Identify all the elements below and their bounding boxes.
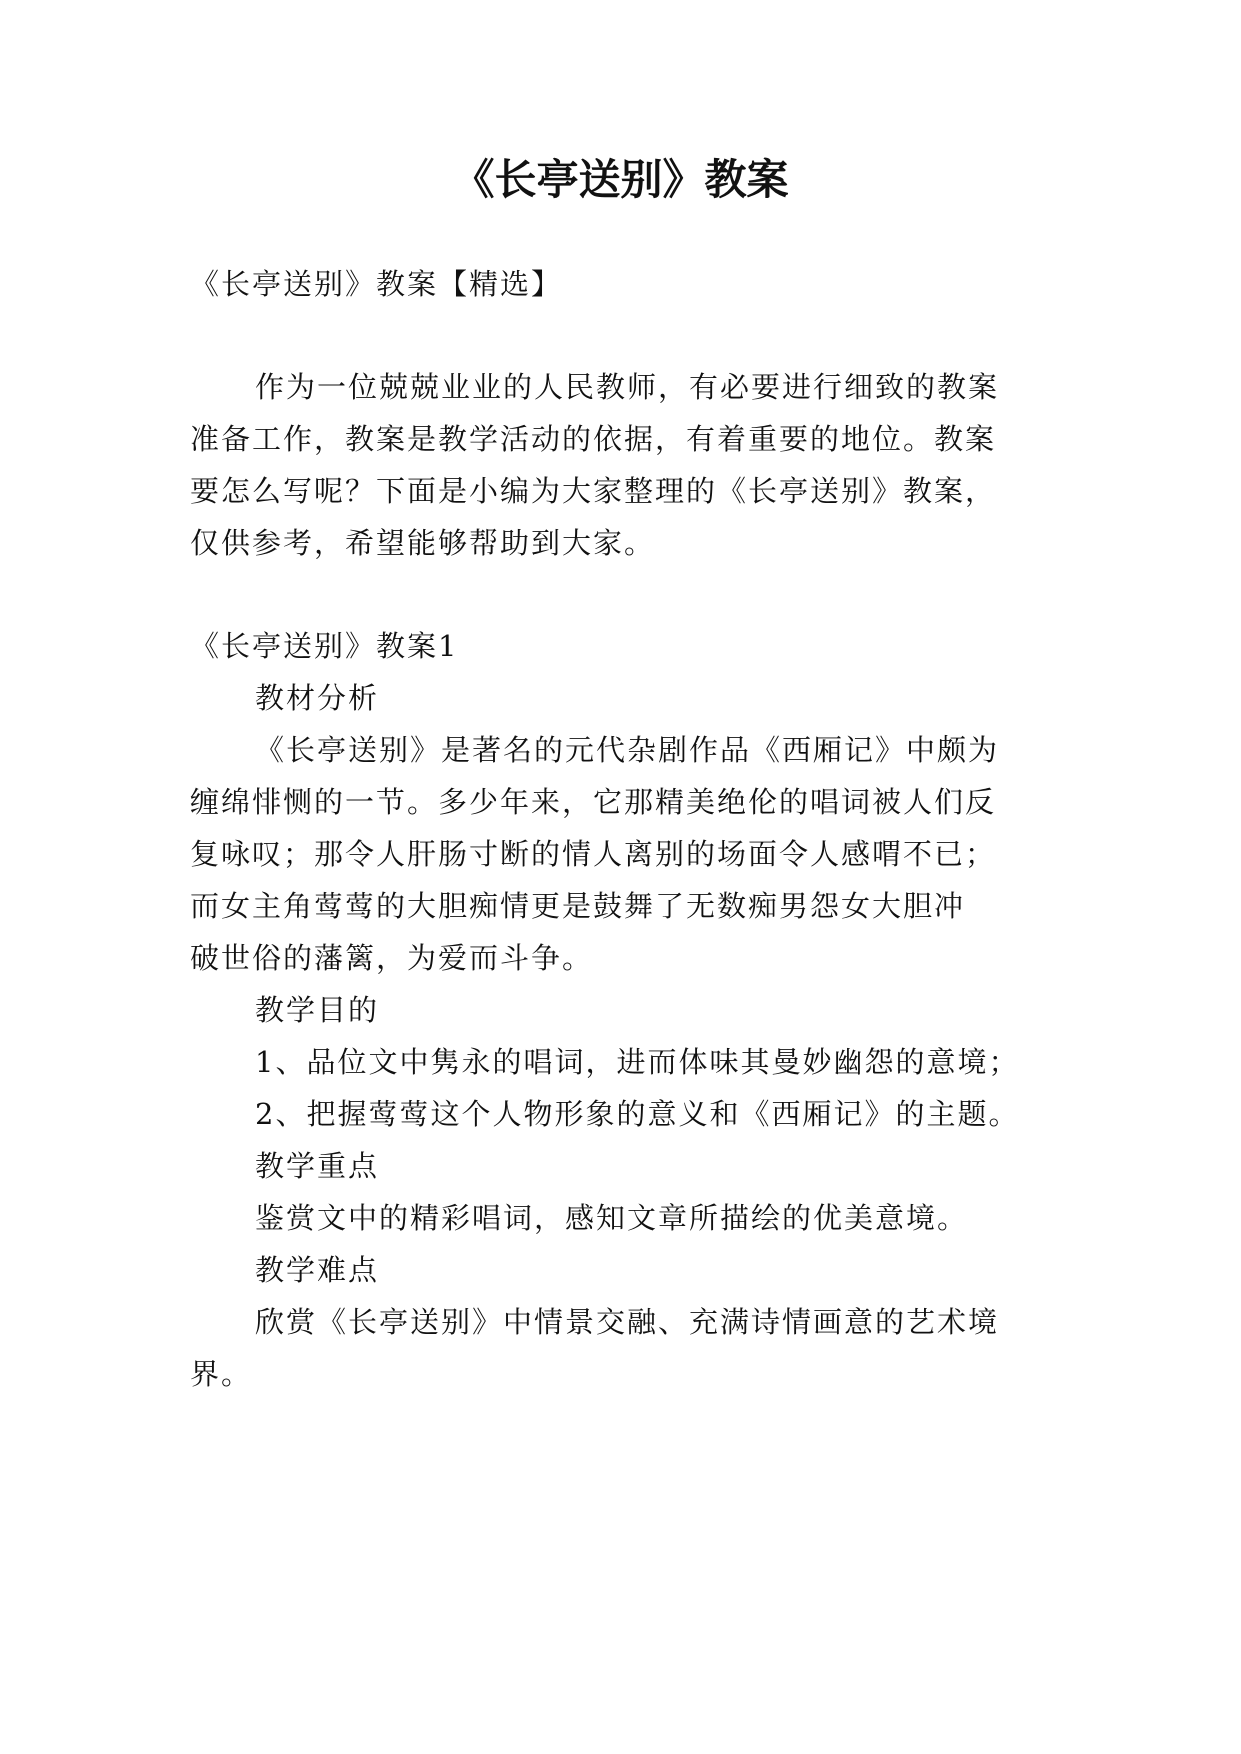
section-heading: 《长亭送别》教案1 bbox=[190, 629, 459, 663]
analysis-line-2: 缠绵悱恻的一节。多少年来，它那精美绝伦的唱词被人们反 bbox=[190, 785, 997, 819]
intro-line-4: 仅供参考，希望能够帮助到大家。 bbox=[190, 526, 656, 560]
objective-item-2: 2、把握莺莺这个人物形象的意义和《西厢记》的主题。 bbox=[255, 1097, 1020, 1131]
keypoint-heading: 教学重点 bbox=[255, 1149, 380, 1183]
document-subtitle: 《长亭送别》教案【精选】 bbox=[190, 267, 563, 301]
keypoint-text: 鉴赏文中的精彩唱词，感知文章所描绘的优美意境。 bbox=[255, 1201, 969, 1235]
objective-item-1: 1、品位文中隽永的唱词，进而体味其曼妙幽怨的意境； bbox=[255, 1045, 1020, 1079]
analysis-heading: 教材分析 bbox=[255, 681, 380, 715]
analysis-line-1: 《长亭送别》是著名的元代杂剧作品《西厢记》中颇为 bbox=[255, 733, 1000, 767]
analysis-line-3: 复咏叹；那令人肝肠寸断的情人离别的场面令人感喟不已； bbox=[190, 837, 997, 871]
objective-heading: 教学目的 bbox=[255, 993, 380, 1027]
intro-line-1: 作为一位兢兢业业的人民教师，有必要进行细致的教案 bbox=[255, 370, 1000, 404]
analysis-line-4: 而女主角莺莺的大胆痴情更是鼓舞了无数痴男怨女大胆冲 bbox=[190, 889, 966, 923]
difficulty-line-1: 欣赏《长亭送别》中情景交融、充满诗情画意的艺术境 bbox=[255, 1305, 1000, 1339]
difficulty-line-2: 界。 bbox=[190, 1357, 253, 1391]
intro-line-2: 准备工作，教案是教学活动的依据，有着重要的地位。教案 bbox=[190, 422, 997, 456]
analysis-line-5: 破世俗的藩篱，为爱而斗争。 bbox=[190, 941, 594, 975]
difficulty-heading: 教学难点 bbox=[255, 1253, 380, 1287]
document-title: 《长亭送别》教案 bbox=[452, 155, 789, 204]
intro-line-3: 要怎么写呢？下面是小编为大家整理的《长亭送别》教案， bbox=[190, 474, 997, 508]
